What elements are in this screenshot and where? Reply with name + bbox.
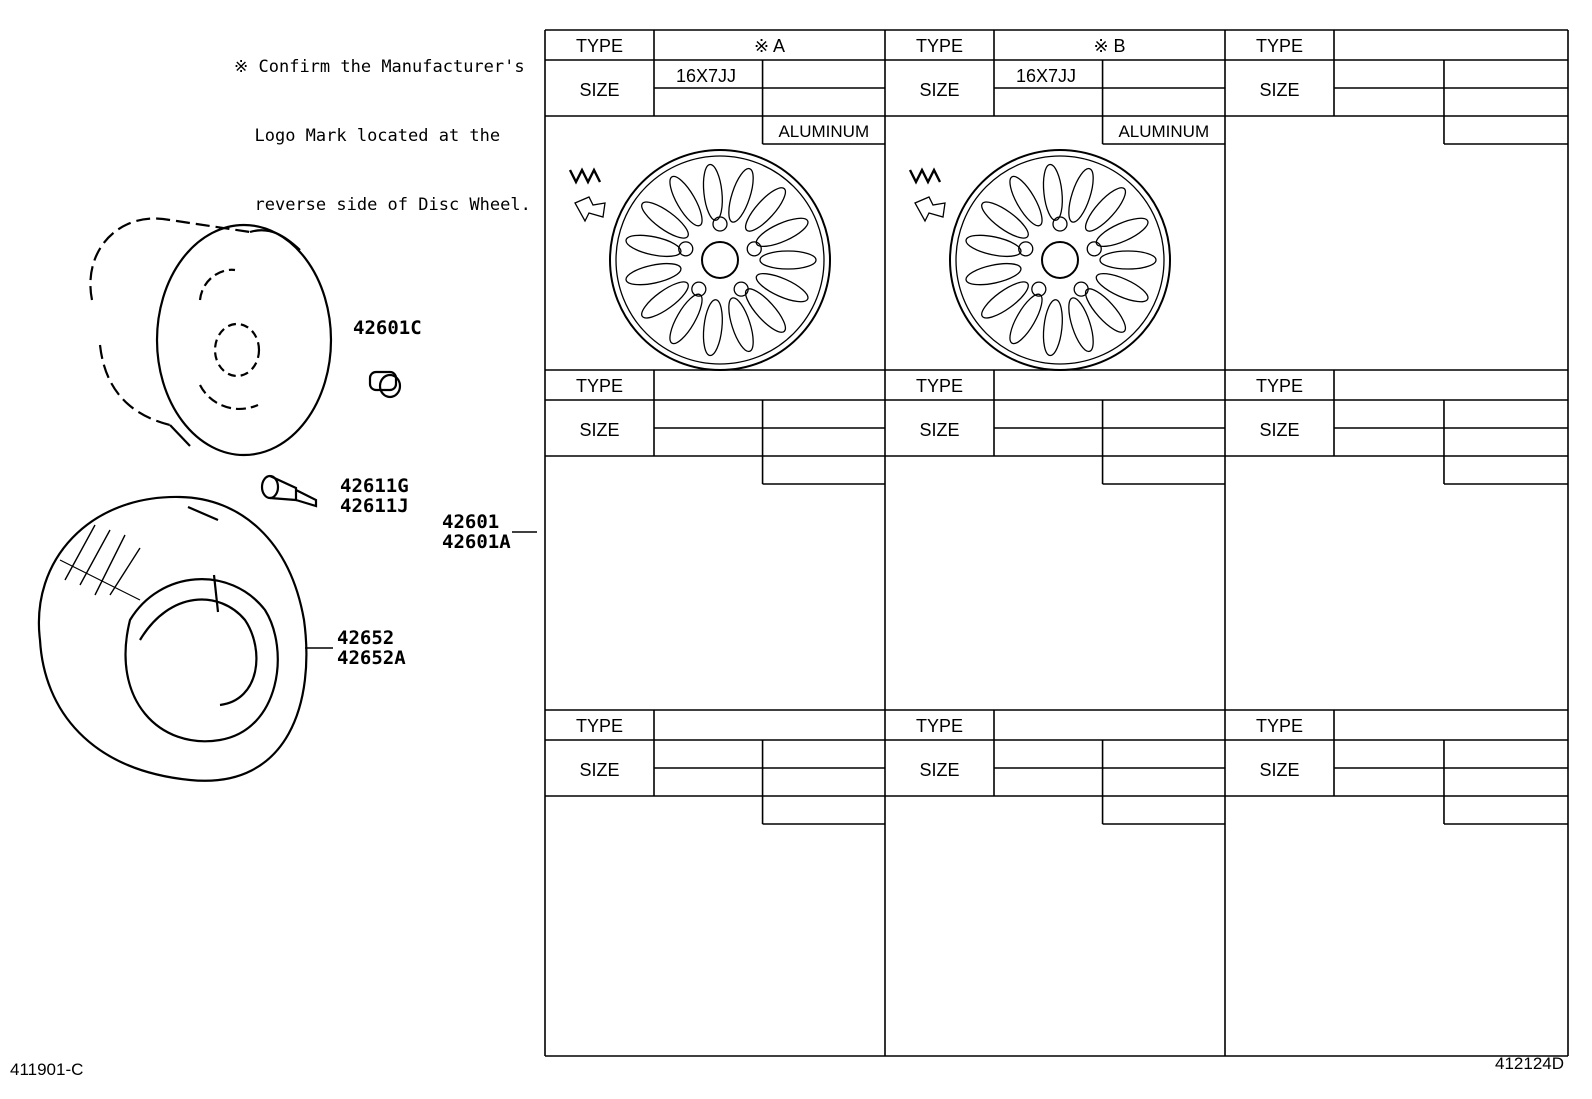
type-label: TYPE bbox=[575, 716, 624, 736]
part-number-cap: 42601C bbox=[353, 317, 422, 339]
part-number-wheel: 42601 bbox=[442, 511, 500, 533]
size-label: SIZE bbox=[1259, 80, 1300, 100]
type-value: ※ A bbox=[753, 36, 786, 56]
alloy-wheel-front-drawing bbox=[910, 150, 1170, 370]
part-number-tire-a: 42652A bbox=[337, 647, 406, 669]
type-label: TYPE bbox=[1255, 36, 1304, 56]
illustration-code-left: 411901-C bbox=[10, 1060, 84, 1079]
reference-mark-symbol: ※ bbox=[234, 57, 249, 77]
type-label: TYPE bbox=[915, 376, 964, 396]
type-label: TYPE bbox=[915, 716, 964, 736]
size-label: SIZE bbox=[919, 80, 960, 100]
type-label: TYPE bbox=[1255, 716, 1304, 736]
type-label: TYPE bbox=[575, 36, 624, 56]
note-line-2: Logo Mark located at the bbox=[254, 126, 501, 146]
size-label: SIZE bbox=[579, 760, 620, 780]
alloy-wheel-front-drawing bbox=[570, 150, 830, 370]
size-value: 16X7JJ bbox=[1015, 66, 1077, 86]
material-value: ALUMINUM bbox=[1118, 122, 1210, 141]
size-label: SIZE bbox=[919, 420, 960, 440]
part-number-valve-j: 42611J bbox=[340, 495, 409, 517]
size-label: SIZE bbox=[1259, 420, 1300, 440]
type-label: TYPE bbox=[1255, 376, 1304, 396]
size-label: SIZE bbox=[1259, 760, 1300, 780]
size-value: 16X7JJ bbox=[675, 66, 737, 86]
part-number-wheel-a: 42601A bbox=[442, 531, 511, 553]
part-number-tire: 42652 bbox=[337, 627, 395, 649]
size-label: SIZE bbox=[579, 420, 620, 440]
type-label: TYPE bbox=[575, 376, 624, 396]
note-line-3: reverse side of Disc Wheel. bbox=[254, 195, 531, 215]
part-number-valve-g: 42611G bbox=[340, 475, 409, 497]
illustration-code-right: 412124D bbox=[1495, 1054, 1565, 1073]
type-label: TYPE bbox=[915, 36, 964, 56]
material-value: ALUMINUM bbox=[778, 122, 870, 141]
size-label: SIZE bbox=[919, 760, 960, 780]
size-label: SIZE bbox=[579, 80, 620, 100]
note-line-1: ※ Confirm the Manufacturer's bbox=[234, 57, 525, 77]
type-value: ※ B bbox=[1093, 36, 1126, 56]
